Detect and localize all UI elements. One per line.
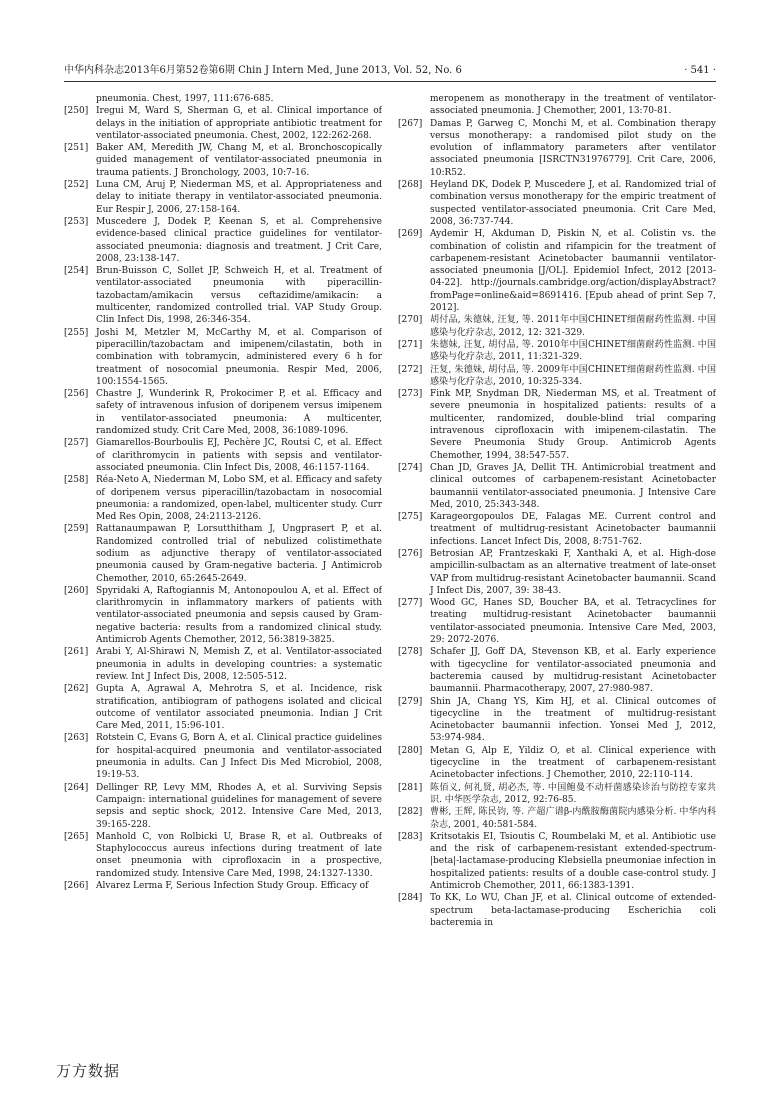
- reference-entry: [64, 93, 382, 105]
- reference-number: [257]: [64, 438, 89, 449]
- reference-number: [260]: [64, 585, 89, 596]
- reference-entry: [398, 118, 716, 179]
- reference-text: Rotstein C, Evans G, Born A, et al. Clinical practice guidelines for hospital-acquired pneumonia and ventilator-associated pneumonia in adults. Can J Infect Dis Med Microbiol, 2008, 19:19-53.: [96, 733, 382, 781]
- reference-text: Damas P, Garweg C, Monchi M, et al. Combination therapy versus monotherapy: a randomised pilot study on the evolution of inflammatory parameters after ventilator associated pneumonia [ISRCTN31976779]. Crit Care, 2006, 10:R52.: [430, 118, 716, 178]
- reference-entry: [64, 683, 382, 732]
- reference-entry: [398, 179, 716, 228]
- reference-entry: [398, 782, 716, 807]
- reference-number: [275]: [398, 512, 423, 523]
- reference-entry: [398, 892, 716, 929]
- reference-number: [277]: [398, 598, 423, 609]
- reference-number: [284]: [398, 893, 423, 904]
- reference-number: [266]: [64, 881, 89, 891]
- reference-number: [271]: [398, 339, 423, 350]
- reference-entry: [398, 745, 716, 782]
- reference-entry: [64, 646, 382, 683]
- reference-number: [276]: [398, 548, 423, 559]
- reference-entry: [398, 831, 716, 892]
- reference-entry: [64, 265, 382, 326]
- reference-entry: [64, 179, 382, 216]
- reference-text: Dellinger RP, Levy MM, Rhodes A, et al. Surviving Sepsis Campaign: international guidelines for management of severe sepsis and septic shock, 2012. Intensive Care Med, 2013, 39:165-228.: [96, 782, 382, 830]
- reference-entry: [64, 142, 382, 179]
- reference-entry: [398, 93, 716, 118]
- reference-text: Alvarez Lerma F, Serious Infection Study Group. Efficacy of: [96, 881, 369, 891]
- reference-number: [270]: [398, 315, 423, 326]
- wanfang-watermark-logo: 万方数据: [56, 1062, 121, 1080]
- reference-number: [280]: [398, 745, 423, 756]
- reference-entry: [64, 388, 382, 437]
- reference-number: [282]: [398, 807, 423, 818]
- reference-text: To KK, Lo WU, Chan JF, et al. Clinical outcome of extended-spectrum beta-lactamase-producing Escherichia coli bacteremia in: [430, 893, 716, 928]
- reference-text: pneumonia. Chest, 1997, 111:676-685.: [96, 94, 274, 104]
- reference-entry: [398, 511, 716, 548]
- reference-text: 陈佰义, 何礼贤, 胡必杰, 等. 中国鲍曼不动杆菌感染诊治与防控专家共识. 中华医学杂志, 2012, 92:76-85.: [430, 782, 716, 805]
- reference-entry: [64, 880, 382, 892]
- reference-number: [254]: [64, 266, 89, 277]
- reference-number: [268]: [398, 180, 423, 191]
- reference-text: Joshi M, Metzler M, McCarthy M, et al. Comparison of piperacillin/tazobactam and imipenem/cilastatin, both in combination with tobramycin, administered every 6 h for treatment of nosocomial pneumonia. Respir Med, 2006, 100:1554-1565.: [96, 327, 382, 387]
- running-header: [64, 64, 716, 78]
- reference-text: Baker AM, Meredith JW, Chang M, et al. Bronchoscopically guided management of ventilator-associated pneumonia in trauma patients. J Bronchology, 2003, 10:7-16.: [96, 143, 382, 178]
- reference-entry: [398, 806, 716, 831]
- header-rule: [64, 81, 716, 82]
- reference-entry: [398, 364, 716, 389]
- reference-entry: [398, 646, 716, 695]
- reference-entry: [64, 437, 382, 474]
- reference-number: [283]: [398, 831, 423, 842]
- reference-entry: [398, 314, 716, 339]
- reference-number: [258]: [64, 475, 89, 486]
- reference-text: meropenem as monotherapy in the treatment of ventilator-associated pneumonia. J Chemother, 2001, 13:70-81.: [430, 94, 716, 117]
- reference-text: Wood GC, Hanes SD, Boucher BA, et al. Tetracyclines for treating multidrug-resistant Acinetobacter baumannii ventilator-associated pneumonia. Intensive Care Med, 2003, 29: 2072-2076.: [430, 598, 716, 646]
- reference-text: Chastre J, Wunderink R, Prokocimer P, et al. Efficacy and safety of intravenous infusion of doripenem versus imipenem in ventilator-associated pneumonia: A multicenter, randomized study. Crit Care Med, 2008, 36:1089-1096.: [96, 389, 382, 437]
- reference-number: [264]: [64, 782, 89, 793]
- reference-number: [269]: [398, 229, 423, 240]
- reference-text: Spyridaki A, Raftogiannis M, Antonopoulou A, et al. Effect of clarithromycin in inflammatory markers of patients with ventilator-associated pneumonia and sepsis caused by Gram-negative bacteria: results from a randomized clinical study. Antimicrob Agents Chemother, 2012, 56:3819-3825.: [96, 585, 382, 646]
- reference-entry: [64, 732, 382, 781]
- reference-entry: [398, 548, 716, 597]
- reference-text: Iregui M, Ward S, Sherman G, et al. Clinical importance of delays in the initiation of appropriate antibiotic treatment for ventilator-associated pneumonia. Chest, 2002, 122:262-268.: [96, 106, 382, 141]
- reference-text: Kritsotakis EI, Tsioutis C, Roumbelaki M, et al. Antibiotic use and the risk of carbapenem-resistant extended-spectrum-|beta|-lactamase-producing Klebsiella pneumoniae infection in hospitalized patients: results of a double case-control study. J Antimicrob Chemother, 2011, 66:1383-1391.: [430, 831, 716, 891]
- reference-entry: [64, 105, 382, 142]
- reference-entry: [64, 523, 382, 584]
- reference-number: [251]: [64, 143, 89, 154]
- reference-text: Brun-Buisson C, Sollet JP, Schweich H, et al. Treatment of ventilator-associated pneumonia with piperacillin-tazobactam/amikacin versus ceftazidime/amikacin: a multicenter, randomized controlled trial. VAP Study Group. Clin Infect Dis, 1998, 26:346-354.: [96, 266, 382, 326]
- reference-number: [256]: [64, 389, 89, 400]
- reference-entry: [64, 831, 382, 880]
- reference-text: Gupta A, Agrawal A, Mehrotra S, et al. Incidence, risk stratification, antibiogram of pathogens isolated and clicical outcome of ventilator associated pneumonia. Indian J Crit Care Med, 2011, 15:96-101.: [96, 684, 382, 732]
- reference-number: [273]: [398, 389, 423, 400]
- reference-number: [281]: [398, 782, 423, 793]
- reference-number: [259]: [64, 524, 89, 535]
- reference-number: [278]: [398, 647, 423, 658]
- reference-text: Rattanaumpawan P, Lorsutthitham J, Ungprasert P, et al. Randomized controlled trial of nebulized colistimethate sodium as adjunctive therapy of ventilator-associated pneumonia caused by Gram-negative bacteria. J Antimicrob Chemother, 2010, 65:2645-2649.: [96, 524, 382, 584]
- reference-number: [263]: [64, 733, 89, 744]
- reference-entry: [398, 462, 716, 511]
- reference-text: Fink MP, Snydman DR, Niederman MS, et al. Treatment of severe pneumonia in hospitalized patients: results of a multicenter, randomized, double-blind trial comparing intravenous ciprofloxacin with imipenem-cilastatin. The Severe Pneumonia Study Group. Antimicrob Agents Chemother, 1994, 38:547-557.: [430, 389, 716, 461]
- reference-text: Giamarellos-Bourboulis EJ, Pechère JC, Routsi C, et al. Effect of clarithromycin in patients with sepsis and ventilator-associated pneumonia. Clin Infect Dis, 2008, 46:1157-1164.: [96, 438, 382, 473]
- journal-citation: 中华内科杂志2013年6月第52卷第6期 Chin J Intern Med, June 2013, Vol. 52, No. 6: [64, 65, 462, 76]
- reference-entry: [64, 782, 382, 831]
- reference-text: Muscedere J, Dodek P, Keenan S, et al. Comprehensive evidence-based clinical practice guidelines for ventilator-associated pneumonia: diagnosis and treatment. J Crit Care, 2008, 23:138-147.: [96, 216, 382, 264]
- reference-text: Luna CM, Aruj P, Niederman MS, et al. Appropriateness and delay to initiate therapy in ventilator-associated pneumonia. Eur Respir J, 2006, 27:158-164.: [96, 180, 382, 215]
- left-column-references: [64, 93, 382, 1028]
- reference-text: Chan JD, Graves JA, Dellit TH. Antimicrobial treatment and clinical outcomes of carbapenem-resistant Acinetobacter baumannii ventilator-associated pneumonia. J Intensive Care Med, 2010, 25:343-348.: [430, 462, 716, 510]
- reference-number: [279]: [398, 696, 423, 707]
- reference-number: [265]: [64, 831, 89, 842]
- reference-number: [274]: [398, 462, 423, 473]
- reference-entry: [398, 388, 716, 462]
- reference-text: Réa-Neto A, Niederman M, Lobo SM, et al. Efficacy and safety of doripenem versus piperacillin/tazobactam in nosocomial pneumonia: a randomized, open-label, multicenter study. Curr Med Res Opin, 2008, 24:2113-2126.: [96, 475, 382, 523]
- reference-number: [267]: [398, 118, 423, 129]
- reference-text: Aydemir H, Akduman D, Piskin N, et al. Colistin vs. the combination of colistin and rifampicin for the treatment of carbapenem-resistant Acinetobacter baumannii ventilator-associated pneumonia [J/OL]. Epidemiol Infect, 2012 [2013-04-22]. http://journals.cambridge.org/action/displayAbstract?fromPage=online&aid=8691416. [Epub ahead of print Sep 7, 2012].: [430, 229, 716, 314]
- reference-text: Betrosian AP, Frantzeskaki F, Xanthaki A, et al. High-dose ampicillin-sulbactam as an alternative treatment of late-onset VAP from multidrug-resistant Acinetobacter baumannii. Scand J Infect Dis, 2007, 39: 38-43.: [430, 548, 716, 596]
- reference-text: 胡付品, 朱德妹, 汪复, 等. 2011年中国CHINET细菌耐药性监测. 中国感染与化疗杂志, 2012, 12: 321-329.: [430, 315, 716, 338]
- reference-text: 曹彬, 王辉, 陈民钧, 等. 产超广谱β-内酰胺酶菌院内感染分析. 中华内科杂志, 2001, 40:581-584.: [430, 807, 716, 830]
- reference-number: [253]: [64, 216, 89, 227]
- reference-entry: [398, 597, 716, 646]
- reference-entry: [398, 228, 716, 314]
- reference-text: 朱德妹, 汪复, 胡付品, 等. 2010年中国CHINET细菌耐药性监测. 中国感染与化疗杂志, 2011, 11:321-329.: [430, 339, 716, 363]
- reference-entry: [64, 585, 382, 646]
- reference-number: [272]: [398, 364, 423, 375]
- page-number: · 541 ·: [684, 65, 716, 76]
- reference-number: [261]: [64, 647, 89, 658]
- reference-text: Manhold C, von Rolbicki U, Brase R, et al. Outbreaks of Staphylococcus aureus infections during treatment of late onset pneumonia with ciprofloxacin in a prospective, randomized study. Intensive Care Med, 1998, 24:1327-1330.: [96, 831, 382, 879]
- reference-text: Schafer JJ, Goff DA, Stevenson KB, et al. Early experience with tigecycline for ventilator-associated pneumonia and bacteremia caused by multidrug-resistant Acinetobacter baumannii. Pharmacotherapy, 2007, 27:980-987.: [430, 647, 716, 695]
- reference-entry: [64, 216, 382, 265]
- right-column-references: [398, 93, 716, 1028]
- reference-text: Shin JA, Chang YS, Kim HJ, et al. Clinical outcomes of tigecycline in the treatment of multidrug-resistant Acinetobacter baumannii infection. Yonsei Med J, 2012, 53:974-984.: [430, 696, 716, 744]
- reference-entry: [64, 327, 382, 388]
- reference-entry: [398, 339, 716, 364]
- reference-text: Karageorgopoulos DE, Falagas ME. Current control and treatment of multidrug-resistant Acinetobacter baumannii infections. Lancet Infect Dis, 2008, 8:751-762.: [430, 512, 716, 547]
- reference-number: [262]: [64, 684, 89, 695]
- reference-number: [252]: [64, 180, 89, 191]
- reference-number: [255]: [64, 327, 89, 338]
- reference-text: Heyland DK, Dodek P, Muscedere J, et al. Randomized trial of combination versus monotherapy for the empiric treatment of suspected ventilator-associated pneumonia. Crit Care Med, 2008, 36:737-744.: [430, 180, 716, 227]
- reference-entry: [398, 696, 716, 745]
- reference-number: [250]: [64, 106, 89, 117]
- reference-entry: [64, 474, 382, 523]
- reference-text: Arabi Y, Al-Shirawi N, Memish Z, et al. Ventilator-associated pneumonia in adults in developing countries: a systematic review. Int J Infect Dis, 2008, 12:505-512.: [96, 647, 382, 682]
- reference-text: Metan G, Alp E, Yildiz O, et al. Clinical experience with tigecycline in the treatment of carbapenem-resistant Acinetobacter infections. J Chemother, 2010, 22:110-114.: [430, 745, 716, 781]
- reference-text: 汪复, 朱德妹, 胡付品, 等. 2009年中国CHINET细菌耐药性监测. 中国感染与化疗杂志, 2010, 10:325-334.: [430, 364, 716, 387]
